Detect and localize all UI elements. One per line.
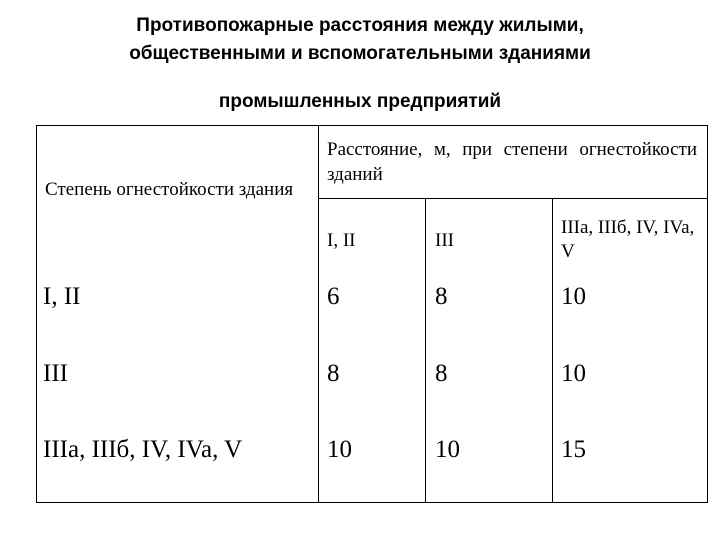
subheader-2: III xyxy=(435,230,454,251)
title-line-3: промышленных предприятий xyxy=(218,91,502,112)
row-3-label: IIIa, IIIб, IV, IVa, V xyxy=(43,436,243,463)
subheader-3: IIIa, IIIб, IV, IVa, V xyxy=(561,217,695,262)
col-divider-1 xyxy=(318,126,319,502)
row-1-label: I, II xyxy=(43,283,81,310)
title-line-1: Противопожарные расстояния между жилыми, xyxy=(136,15,584,36)
col-divider-3 xyxy=(552,198,553,502)
row-2-label: III xyxy=(43,360,68,387)
row-1-value-3: 10 xyxy=(561,283,586,310)
header-divider xyxy=(318,198,707,199)
row-3-value-3: 15 xyxy=(561,436,586,463)
row-2-value-2: 8 xyxy=(435,360,448,387)
row-3-value-1: 10 xyxy=(327,436,352,463)
col-divider-2 xyxy=(425,198,426,502)
distance-table xyxy=(36,125,708,503)
row-1-value-2: 8 xyxy=(435,283,448,310)
subheader-1: I, II xyxy=(327,230,356,251)
row-2-value-1: 8 xyxy=(327,360,340,387)
title-line-2: общественными и вспомогательными зданиями xyxy=(129,43,591,64)
header-distance: Расстояние, м, при степени огнестойкости зданий xyxy=(327,139,697,185)
row-3-value-2: 10 xyxy=(435,436,460,463)
row-1-value-1: 6 xyxy=(327,283,340,310)
row-2-value-3: 10 xyxy=(561,360,586,387)
header-fire-resistance: Степень огнестойкости здания xyxy=(45,179,294,200)
